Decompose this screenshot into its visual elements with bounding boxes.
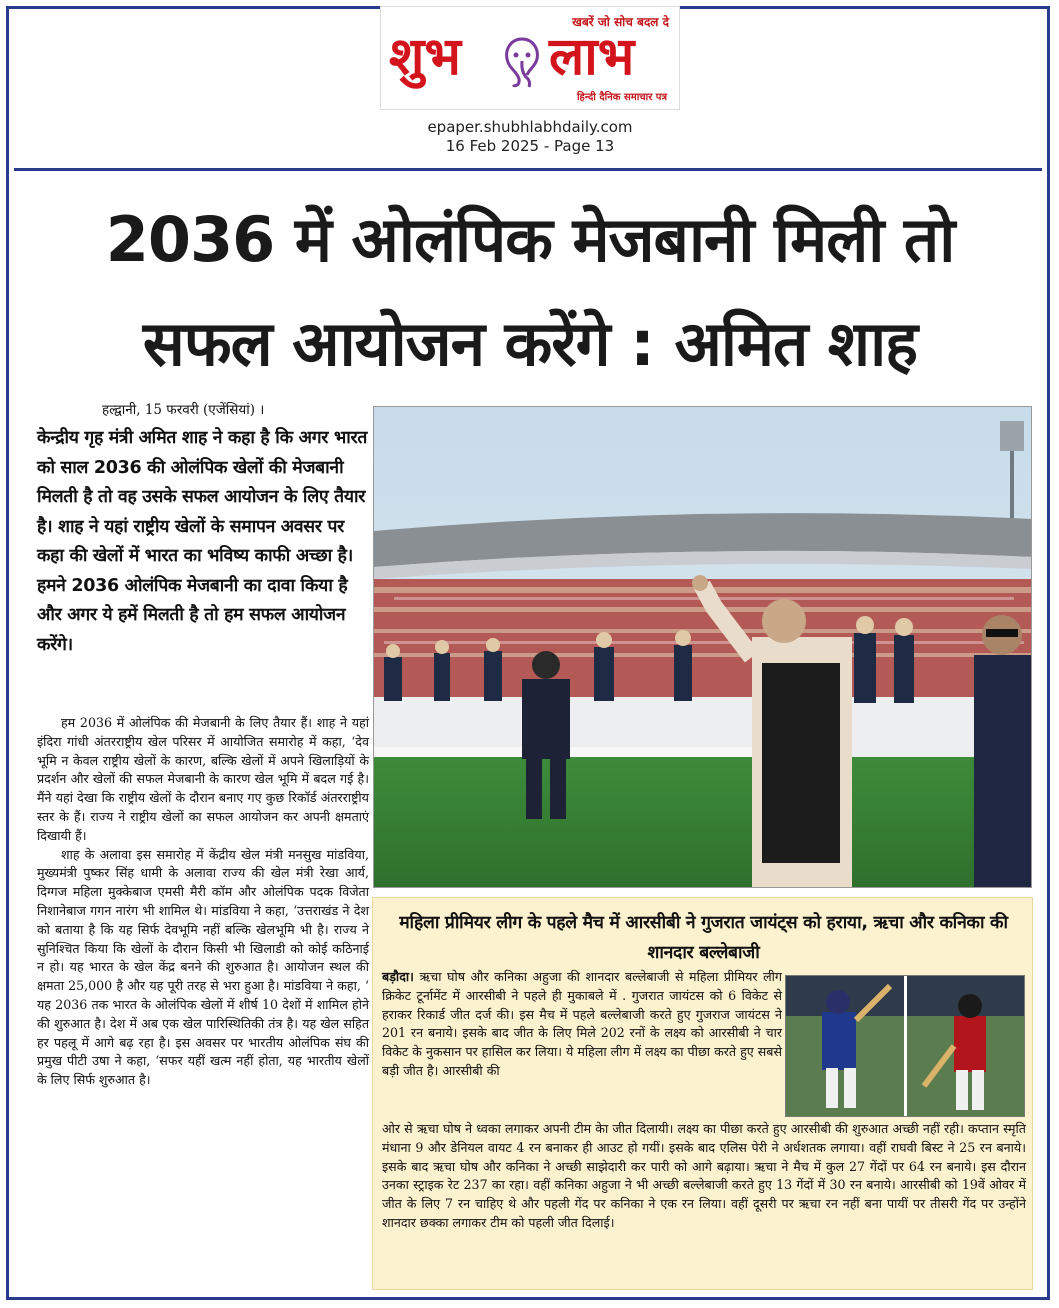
cricket-news-box (372, 897, 1033, 1290)
stadium-photo-image (374, 407, 1032, 888)
epaper-site[interactable]: epaper.shubhlabhdaily.com (427, 118, 633, 136)
article-dateline: हल्द्वानी, 15 फरवरी (एजेंसियां) । (102, 402, 265, 418)
article-lead: केन्द्रीय गृह मंत्री अमित शाह ने कहा है कि अगर भारत को साल 2036 की ओलंपिक खेलों की मेजबानी मिलती है तो वह उसके सफल आयोजन के लिए तैयार है। शाह ने यहां राष्ट्रीय खेलों के समापन अवसर पर कहा की खेलों में भारत का भविष्य काफी अच्छा है। हमने 2036 ओलंपिक मेजबानी का दावा किया है और अगर ये हमें मिलती है तो हम सफल आयोजन करेंगे। (37, 428, 368, 655)
cricket-photo (785, 975, 1025, 1117)
ganesh-logo-icon (499, 35, 545, 91)
stadium-photo (373, 406, 1032, 888)
main-headline (20, 188, 1040, 396)
cricket-news-title: महिला प्रीमियर लीग के पहले मैच में आरसीबी ने गुजरात जायंट्स को हराया, ऋचा और कनिका की शानदार बल्लेबाजी (399, 913, 1008, 963)
cricket-news-text-top (382, 968, 782, 1081)
cricket-news-text-bottom: ओर से ऋचा घोष ने ध्वका लगाकर अपनी टीम केा जीत दिलायी। लक्ष्य का पीछा करते हुए आरसीबी की शुरुआत अच्छी नहीं रही। कप्तान स्मृति मंधाना 9 और डेनियल वायट 4 रन बनाकर ही आउट हो गयीं। इसके बाद एलिस पेरी ने अर्धशतक लगाया। वहीं राघवी बिस्ट ने 25 रन बनाये। इसके बाद ऋचा घोष और कनिका ने अच्छी साझेदारी कर पारी को आगे बढ़ाया। ऋचा ने मैच में कुल 27 गेंदों पर 64 रन बनाये। इस दौरान उनका स्ट्राइक रेट 237 का रहा। वहीं कनिका अहुजा ने भी अच्छी बल्लेबाजी करते हुए 13 गेंदों में 30 रन बनाये। आरसीबी को 19वें ओवर में जीत के लिए 7 रन चाहिए थे और पहली गेंद पर कनिका ने एक रन लिया। वहीं दूसरी पर ऋचा रन नहीं बना पायीं पर तीसरी गेंद पर उन्होंने शानदार छक्का लगाकर टीम को पहली जीत दिलाई। (382, 1121, 1026, 1230)
epaper-date-page: 16 Feb 2025 - Page 13 (445, 137, 615, 155)
article-body (37, 714, 369, 1090)
masthead-subtitle: हिन्दी दैनिक समाचार पत्र (576, 92, 667, 103)
epaper-info (380, 118, 680, 156)
cricket-photo-image (786, 976, 1025, 1117)
article-paragraph: हम 2036 में ओलंपिक की मेजबानी के लिए तैयार हैं। शाह ने यहां इंदिरा गांधी अंतरराष्ट्रीय खेल परिसर में आयोजित समारोह में कहा, ‘देव भूमि न केवल राष्ट्रीय खेलों के कारण, बल्कि खेलों में अपने खिलाड़ियों के प्रदर्शन और खेलों की सफल मेजबानी के कारण खेल भूमि में बदल गई है। मैंने यहां देखा कि राष्ट्रीय खेलों के दौरान बनाए गए कुछ रिकॉर्ड अंतरराष्ट्रीय स्तर के हैं। राज्य ने राष्ट्रीय खेलों का सफल आयोजन कर अपनी क्षमताएं दिखायी हैं। (37, 715, 369, 843)
header-divider (14, 168, 1042, 171)
masthead-tagline: खबरें जो सोच बदल दे (572, 15, 669, 29)
cricket-news-place: बड़ौदा। (382, 969, 414, 984)
cricket-news-text-top-body: ऋचा घोष और कनिका अहुजा की शानदार बल्लेबाजी से महिला प्रीमियर लीग क्रिकेट टूर्नामेंट में आरसीबी ने पहले ही मुकाबले में . गुजरात जायंटस को 6 विकेट से हराकर रिकार्ड जीत दर्ज की। इस मैच में पहले बल्लेबाजी करते हुए गुजराज जायंटस ने 201 रन बनाये। इसके बाद जीत के लिए मिले 202 रनों के लक्ष्य को आरसीबी ने चार विकेट के नुकसान पर हासिल कर लिया। ये महिला लीग में लक्ष्य का पीछा करते हुए सबसे बड़ी जीत है। आरसीबी की (382, 969, 782, 1078)
article-paragraph: शाह के अलावा इस समारोह में केंद्रीय खेल मंत्री मनसुख मांडविया, मुख्यमंत्री पुष्कर सिंह धामी के अलावा राज्य की खेल मंत्री रेखा आर्य, दिग्गज महिला मुक्केबाज एमसी मैरी कॉम और ओलंपिक पदक विजेता निशानेबाज गगन नारंग भी शामिल थे। मांडविया ने कहा, ‘उत्तराखंड ने देश को बताया है कि यह सिर्फ देवभूमि नहीं बल्कि खेलभूमि भी है। राज्य ने सुनिश्चित किया कि खेलों के दौरान किसी भी खिलाडी को कोई कठिनाई न हो। यह भारत के खेल केंद्र बनने की शुरुआत है। आयोजन स्थल की क्षमता 25,000 है और यह पूरी तरह से भरा हुआ है। मांडविया ने कहा, ‘ यह 2036 तक भारत के ओलंपिक खेलों में शीर्ष 10 देशों में शामिल होने की शुरुआत है। देश में अब एक खेल पारिस्थितिकी तंत्र है। यह खेल सहित हर पहलू में आगे बढ़ रहा है। इस अवसर पर भारतीय ओलंपिक संघ की प्रमुख पीटी उषा ने कहा, ‘सफर यहीं खत्म नहीं होता, यह भारतीय खेलों के लिए सिर्फ शुरुआत है। (37, 846, 369, 1088)
masthead-name-right: लाभ (549, 26, 635, 87)
headline-line-1: 2036 में ओलंपिक मेजबानी मिली तो (105, 203, 955, 276)
headline-line-2: सफल आयोजन करेंगे : अमित शाह (142, 307, 918, 380)
masthead-name-left: शुभ (389, 26, 461, 87)
newspaper-masthead (380, 6, 680, 110)
